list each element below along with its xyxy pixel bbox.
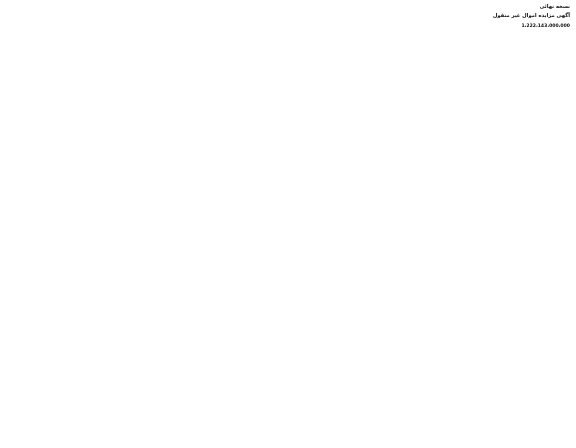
sale-price-value: 1،222،143،000،000 [521,24,570,30]
closing-paragraph [6,24,570,31]
notice-title: آگهی مزایده اموال غیر منقول [492,13,570,20]
notice-header: نسخه نهائی [539,4,570,10]
